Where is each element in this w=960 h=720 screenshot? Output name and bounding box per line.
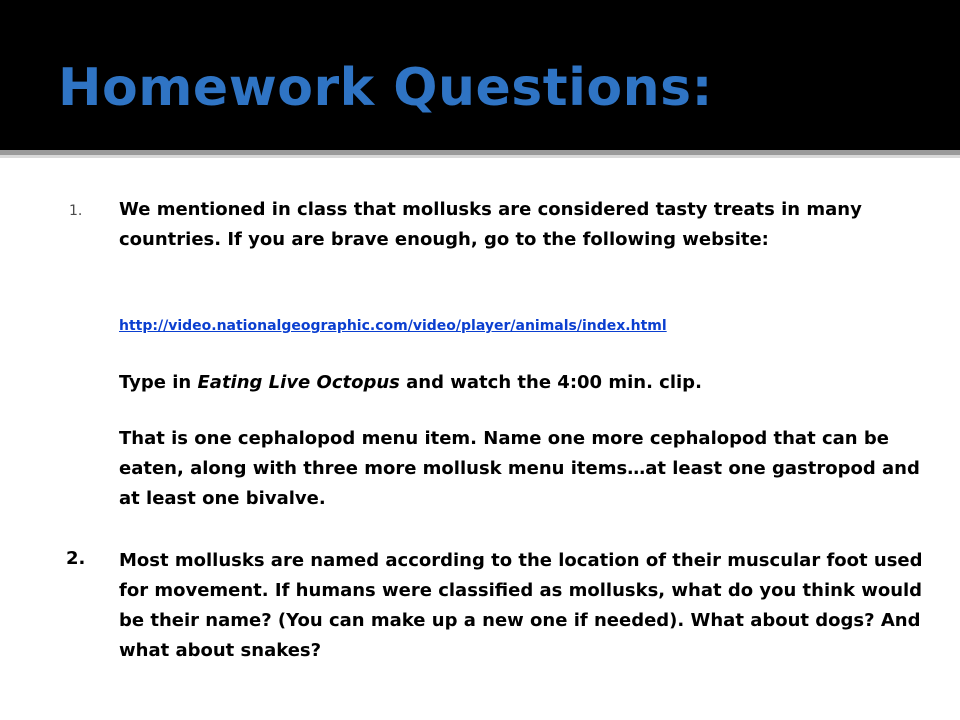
slide-title: Homework Questions: (58, 58, 713, 118)
question-2-number: 2. (66, 548, 86, 569)
instruction-before: Type in (119, 372, 198, 393)
instruction-emphasis: Eating Live Octopus (197, 372, 400, 393)
question-1-task: That is one cephalopod menu item. Name one more cephalopod that can be eaten, along with three more mollusk menu items…at least one gastropod and at least one bivalve. (119, 428, 920, 509)
natgeo-video-link[interactable]: http://video.nationalgeographic.com/video/player/animals/index.html (119, 318, 667, 334)
question-2-prompt: Most mollusks are named according to the location of their muscular foot used for movement. If humans were classified as mollusks, what do you think would be their name? (You can make up a new one if needed). What about dogs? And what about snakes? (119, 550, 923, 661)
title-band (0, 0, 960, 150)
title-divider-highlight (0, 155, 960, 158)
question-1-link-line (119, 316, 939, 336)
question-1-number: 1. (69, 203, 83, 219)
instruction-after: and watch the 4:00 min. clip. (399, 372, 702, 393)
question-1-prompt: We mentioned in class that mollusks are considered tasty treats in many countries. If you are brave enough, go to the following website: (119, 199, 862, 250)
question-1-instruction (119, 368, 939, 398)
